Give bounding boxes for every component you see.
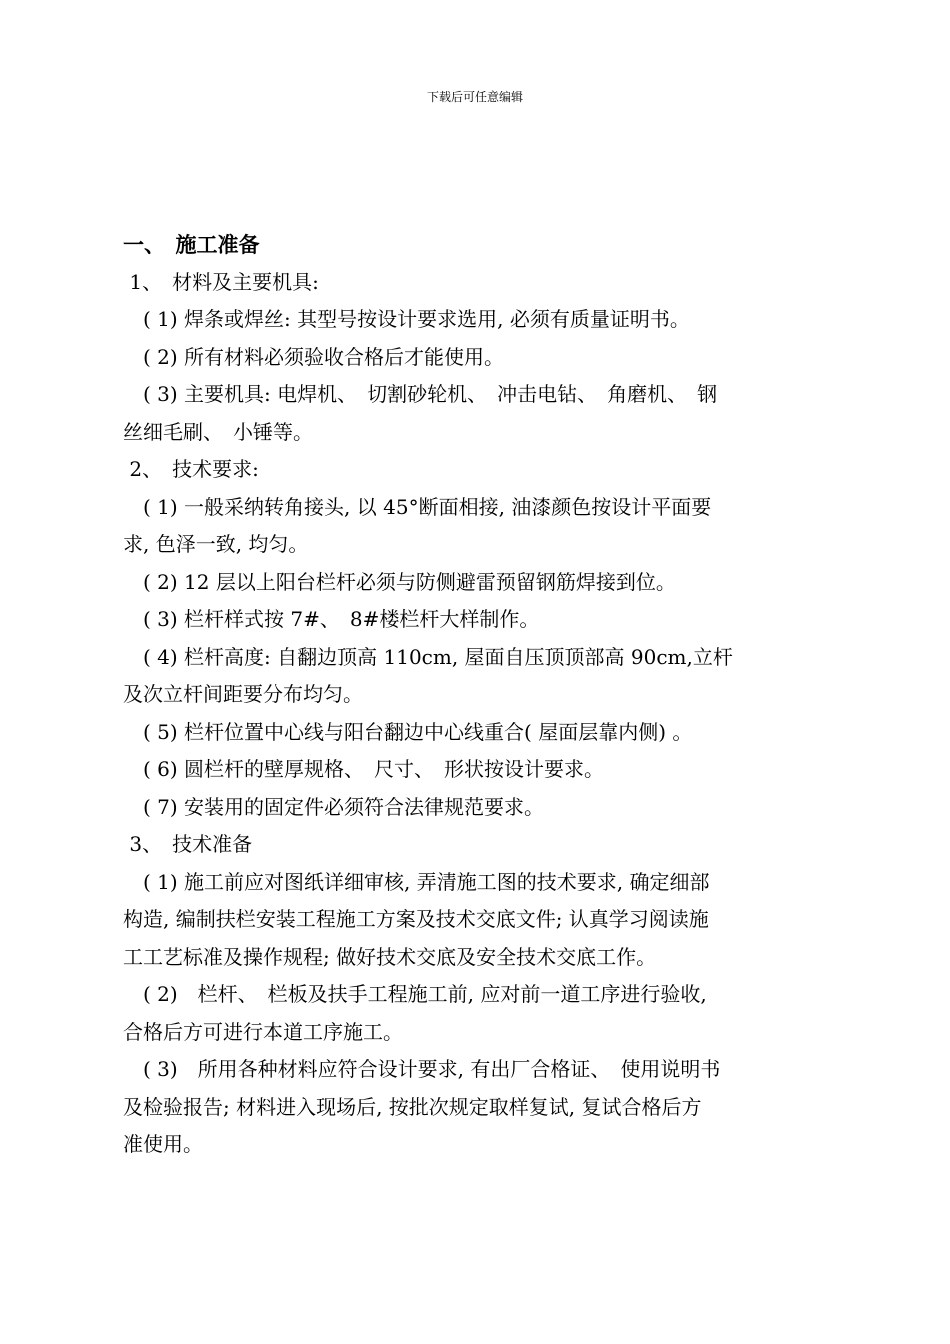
paragraph-line: 及次立杆间距要分布均匀。: [123, 682, 363, 706]
paragraph-line: ( 2) 12 层以上阳台栏杆必须与防侧避雷预留钢筋焊接到位。: [123, 569, 676, 594]
document-body: [123, 226, 835, 1164]
paragraph-line: ( 5) 栏杆位置中心线与阳台翻边中心线重合( 屋面层靠内侧) 。: [123, 719, 693, 744]
paragraph-line: ( 2) 栏杆、 栏板及扶手工程施工前, 应对前一道工序进行验收,: [123, 982, 707, 1006]
paragraph-line: ( 6) 圆栏杆的壁厚规格、 尺寸、 形状按设计要求。: [123, 757, 605, 781]
page-header-note: 下载后可任意编辑: [426, 90, 523, 104]
paragraph-line: ( 7) 安装用的固定件必须符合法律规范要求。: [123, 794, 545, 819]
paragraph-line: 准使用。: [123, 1132, 203, 1156]
paragraph-line: ( 2) 所有材料必须验收合格后才能使用。: [123, 344, 505, 369]
paragraph-line: ( 3) 所用各种材料应符合设计要求, 有出厂合格证、 使用说明书: [123, 1057, 721, 1081]
paragraph-line: 构造, 编制扶栏安装工程施工方案及技术交底文件; 认真学习阅读施: [123, 907, 709, 931]
paragraph-line: ( 3) 主要机具: 电焊机、 切割砂轮机、 冲击电钻、 角磨机、 钢: [123, 382, 718, 406]
paragraph-line: ( 3) 栏杆样式按 7#、 8#楼栏杆大样制作。: [123, 607, 540, 631]
subsection-title-materials: 1、 材料及主要机具:: [123, 269, 319, 294]
subsection-title-tech-preparation: 3、 技术准备: [123, 832, 253, 856]
subsection-title-tech-requirements: 2、 技术要求:: [123, 457, 259, 481]
paragraph-line: ( 1) 施工前应对图纸详细审核, 弄清施工图的技术要求, 确定细部: [123, 869, 710, 894]
paragraph-line: 求, 色泽一致, 均匀。: [123, 532, 309, 556]
paragraph-line: 及检验报告; 材料进入现场后, 按批次规定取样复试, 复试合格后方: [123, 1094, 702, 1119]
paragraph-line: ( 1) 一般采纳转角接头, 以 45°断面相接, 油漆颜色按设计平面要: [123, 494, 712, 519]
paragraph-line: 丝细毛刷、 小锤等。: [123, 419, 313, 444]
paragraph-line: 合格后方可进行本道工序施工。: [123, 1019, 403, 1044]
paragraph-line: ( 1) 焊条或焊丝: 其型号按设计要求选用, 必须有质量证明书。: [123, 307, 690, 331]
paragraph-line: 工工艺标准及操作规程; 做好技术交底及安全技术交底工作。: [123, 944, 657, 969]
section-heading: 一、 施工准备: [123, 232, 260, 257]
paragraph-line: ( 4) 栏杆高度: 自翻边顶高 110cm, 屋面自压顶顶部高 90cm,立杆: [123, 644, 733, 669]
